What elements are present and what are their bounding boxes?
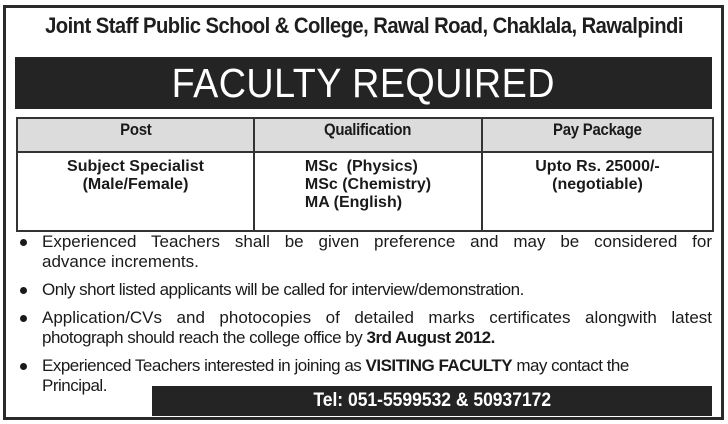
banner-text: FACULTY REQUIRED — [171, 60, 556, 106]
list-item: Only short listed applicants will be called for interview/demonstration. — [18, 280, 712, 300]
cell-pay-package — [482, 152, 713, 231]
faculty-required-banner — [15, 57, 712, 109]
requirements-list — [18, 232, 712, 404]
deadline-date: 3rd August 2012. — [366, 328, 495, 347]
institution-title: Joint Staff Public School & College, Rawal Road, Chaklala, Rawalpindi — [45, 13, 683, 38]
post-gender: (Male/Female) — [82, 176, 189, 193]
pay-amount: Upto Rs. 25000/- — [535, 158, 660, 175]
post-title: Subject Specialist — [67, 158, 204, 175]
positions-table — [16, 117, 714, 232]
list-item: Experienced Teachers interested in joining as VISITING FACULTY may contact the Principal. — [18, 356, 712, 396]
column-header-post: Post — [17, 118, 254, 152]
list-item: Application/CVs and photocopies of detailed marks certificates alongwith latest photograph should reach the college office by 3rd August 2012. — [18, 308, 712, 348]
qualification-item: MSc (Physics) — [304, 158, 418, 175]
cell-post — [17, 152, 254, 231]
qualification-item: MSc (Chemistry) — [304, 176, 432, 193]
list-item: Experienced Teachers shall be given preference and may be considered for advance increments. — [18, 232, 712, 272]
table-row — [17, 152, 713, 231]
column-header-qualification: Qualification — [254, 118, 482, 152]
contact-telephone-bar — [152, 386, 712, 416]
column-header-pay-package: Pay Package — [482, 118, 713, 152]
table-header-row — [17, 118, 713, 152]
telephone-numbers: Tel: 051-5599532 & 50937172 — [313, 390, 551, 411]
bullet-icon — [20, 239, 27, 246]
qualification-item: MA (English) — [304, 194, 403, 211]
cell-qualification — [254, 152, 482, 231]
pay-negotiable: (negotiable) — [552, 176, 643, 193]
bullet-icon — [20, 315, 27, 322]
visiting-faculty-label: VISITING FACULTY — [365, 356, 513, 375]
bullet-icon — [20, 287, 27, 294]
bullet-icon — [20, 363, 27, 370]
